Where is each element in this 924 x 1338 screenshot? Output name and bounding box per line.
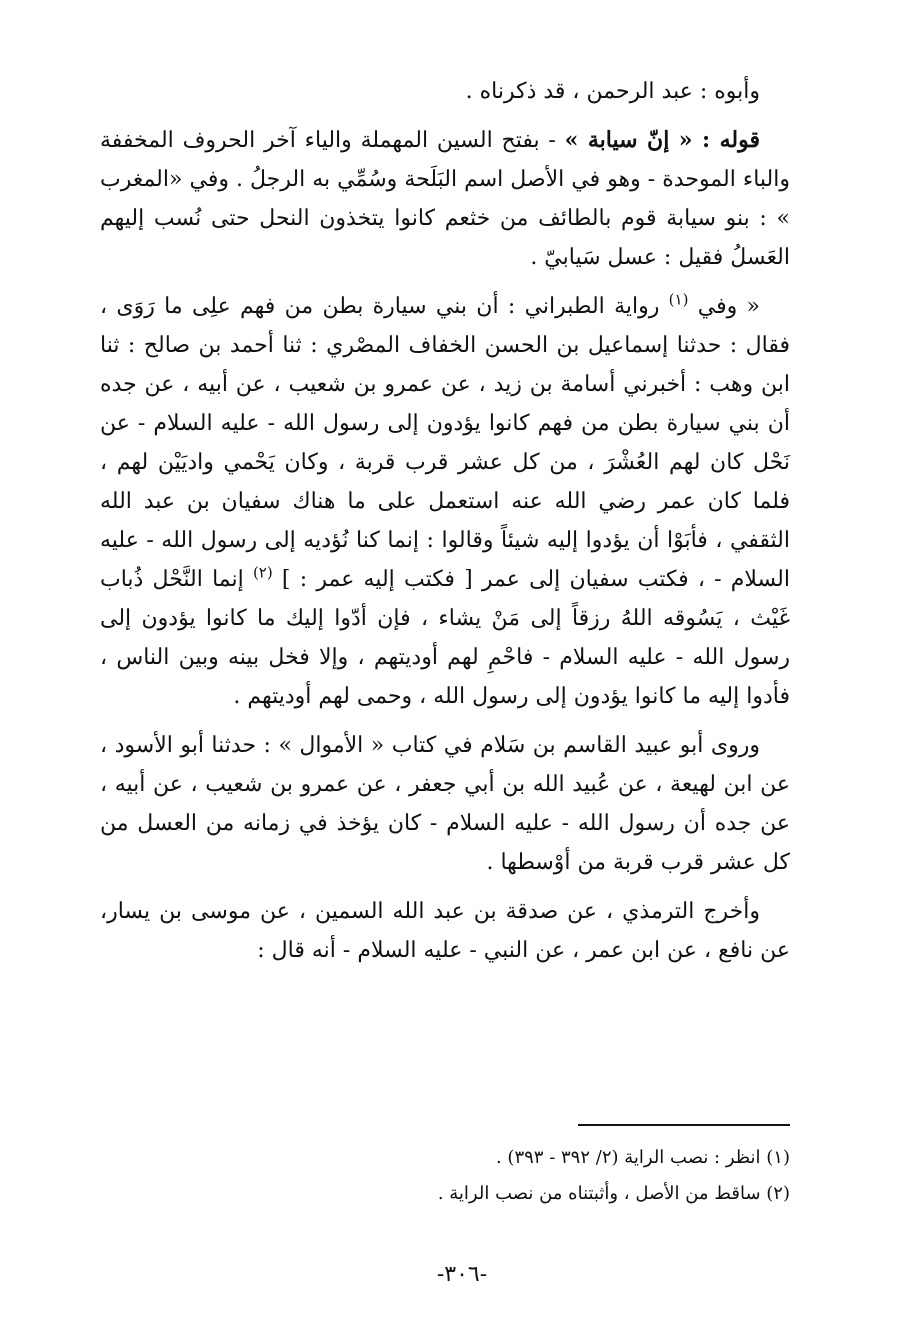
paragraph-2-text: - بفتح السين المهملة والياء آخر الحروف المخففة والباء الموحدة - وهو في الأصل اسم البَلَحة وسُمِّي به الرجلُ . وفي «المغرب » : بنو سيابة قوم بالطائف من خثعم كانوا يتخذون النحل حتى نُسب إليهم العَسلُ فقيل : عسل سَيابيّ . (100, 128, 790, 270)
footnote-2: (٢) ساقط من الأصل ، وأثبتناه من نصب الراية . (437, 1183, 790, 1204)
paragraph-1 (100, 72, 790, 111)
footnote-ref-2: (٢) (252, 563, 273, 582)
paragraph-2 (100, 121, 790, 277)
paragraph-3-text: رواية الطبراني : أن بني سيارة بطن من فهم علِى ما رَوَى ، فقال : حدثنا إسماعيل بن الحسن الخفاف المصْري : ثنا أحمد بن صالح : ثنا ابن وهب : أخبرني أسامة بن زيد ، عن عمرو بن شعيب ، عن أبيه ، عن جده أن بني سيارة بطن من فهم كانوا يؤدون إلى رسول الله - عليه السلام - عن نَحْل كان لهم العُشْرَ ، من كل عشر قرب قربة ، وكان يَحْمي واديَيْن لهم ، فلما كان عمر رضي الله عنه استعمل على ما هناك سفيان بن عبد الله الثقفي ، فأبَوْا أن يؤدوا إليه شيئاً وقالوا : إنما كنا نُؤديه إلى رسول الله - عليه السلام - ، فكتب سفيان إلى عمر [ فكتب إليه عمر : ] (100, 294, 791, 592)
paragraph-4-text: وروى أبو عبيد القاسم بن سَلام في كتاب « الأموال » : حدثنا أبو الأسود ، عن ابن لهيعة ، عن عُبيد الله بن أبي جعفر ، عن عمرو بن شعيب ، عن أبيه ، عن جده أن رسول الله - عليه السلام - كان يؤخذ في زمانه من العسل من كل عشر قرب قربة من أوْسطها . (100, 733, 790, 875)
footnote-separator (578, 1124, 790, 1126)
paragraph-4 (100, 726, 790, 882)
paragraph-3-end: إنما النَّحْل ذُباب غَيْث ، يَسُوقه اللهُ رزقاً إلى مَنْ يشاء ، فإن أدّوا إليك ما كانوا يؤدون إلى رسول الله - عليه السلام - فاحْمِ لهم أوديتهم ، وإلا فخل بينه وبين الناس ، فأدوا إليه ما كانوا يؤدون إلى رسول الله ، وحمى لهم أوديتهم . (100, 567, 790, 709)
footnotes (100, 1140, 790, 1212)
paragraph-3-start: « وفي (688, 294, 760, 319)
paragraph-5 (100, 892, 790, 970)
main-text (100, 72, 790, 980)
paragraph-5-text: وأخرج الترمذي ، عن صدقة بن عبد الله السمين ، عن موسى بن يسار، عن نافع ، عن ابن عمر ، عن النبي - عليه السلام - أنه قال : (100, 899, 790, 963)
paragraph-2-lead: قوله : « إنّ سيابة » (564, 127, 760, 153)
paragraph-1-text: وأبوه : عبد الرحمن ، قد ذكرناه . (465, 79, 760, 104)
paragraph-3 (100, 287, 790, 716)
page-number: -٣٠٦- (436, 1262, 488, 1287)
footnote-ref-1: (١) (668, 290, 689, 309)
footnote-1: (١) انظر : نصب الراية (٢/ ٣٩٢ - ٣٩٣) . (495, 1147, 790, 1168)
